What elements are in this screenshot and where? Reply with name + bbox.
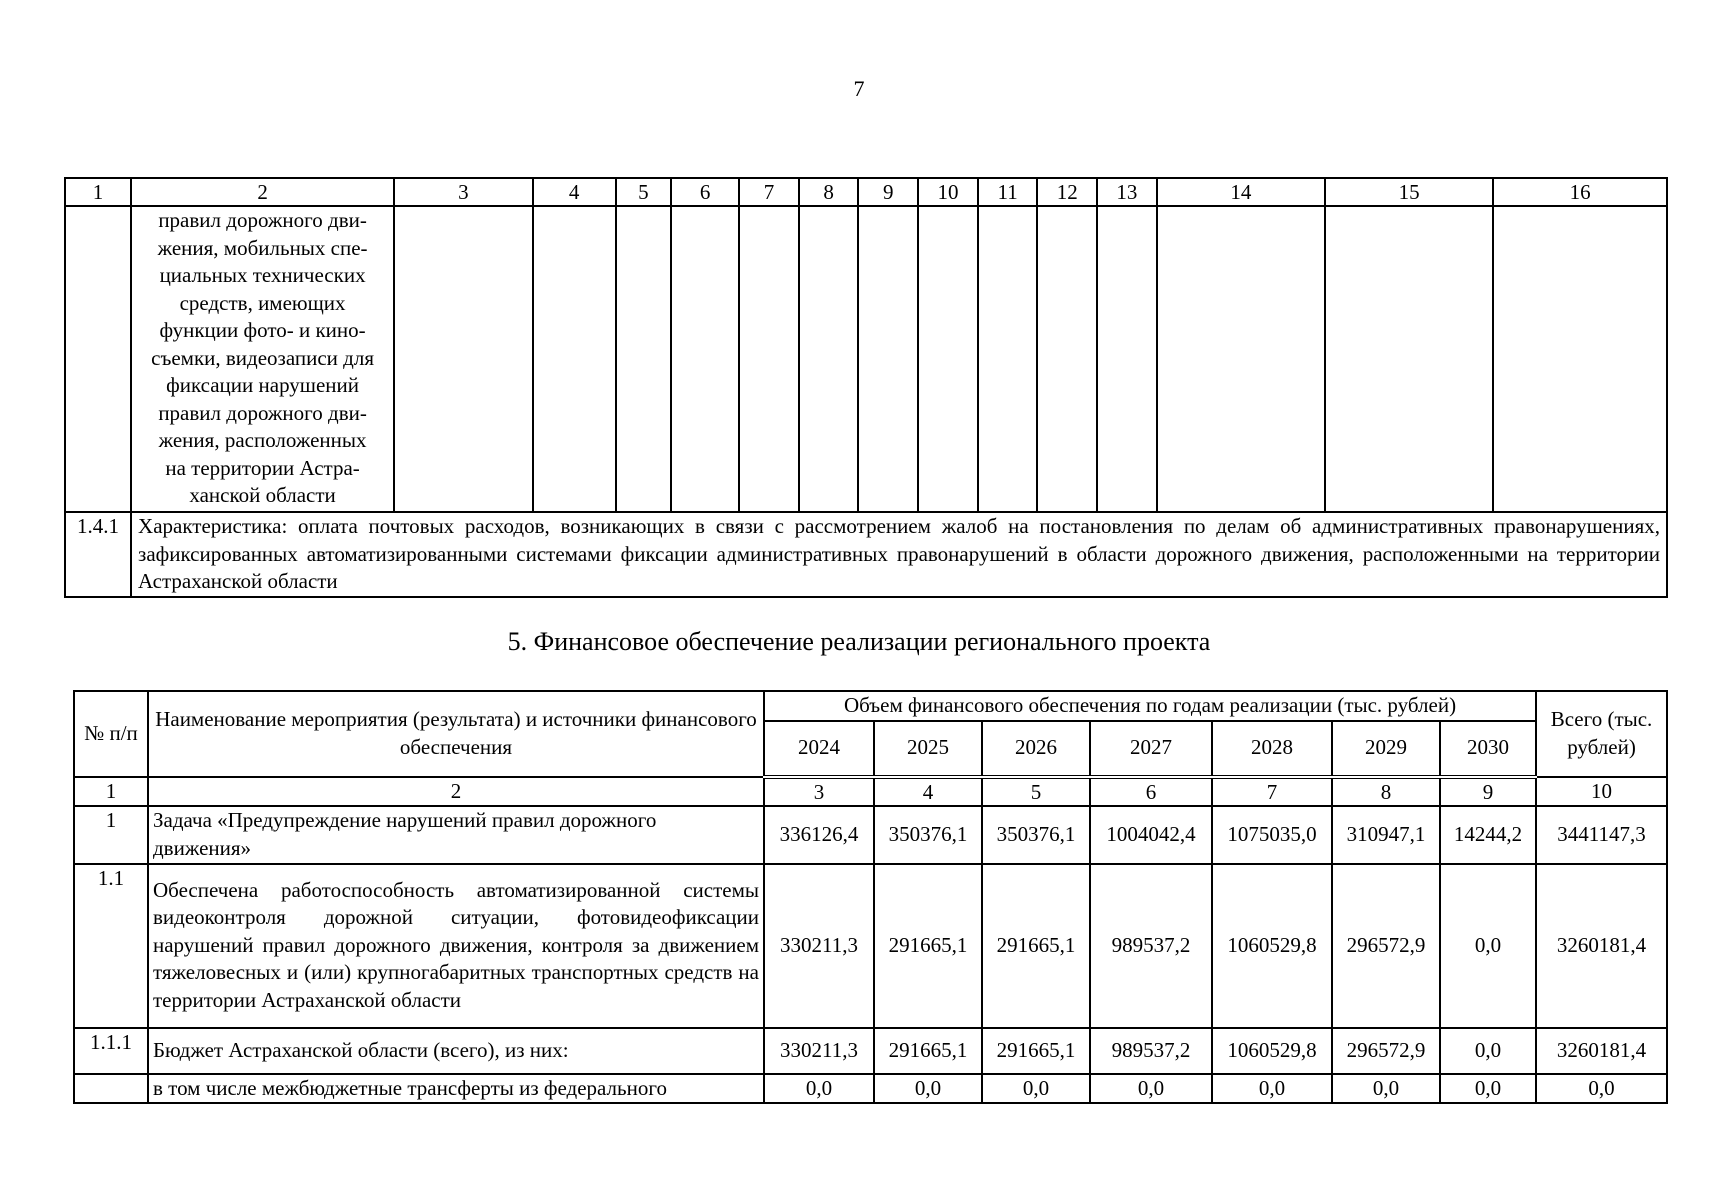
header-number: № п/п	[74, 691, 148, 777]
section-title: 5. Финансовое обеспечение реализации регионального проекта	[507, 627, 1211, 656]
empty-cell	[918, 206, 978, 512]
header-name: Наименование мероприятия (результата) и источники финансового обеспечения	[148, 691, 764, 777]
table-row	[74, 1028, 1667, 1074]
column-number: 7	[1212, 777, 1332, 806]
description-line: циальных технических	[159, 263, 366, 287]
column-number: 4	[874, 777, 982, 806]
header-row-1	[74, 691, 1667, 721]
value-cell: 291665,1	[874, 1028, 982, 1074]
value-cell: 0,0	[1440, 1074, 1536, 1104]
column-number: 1	[74, 777, 148, 806]
column-number: 6	[1090, 777, 1212, 806]
value-cell: 0,0	[874, 1074, 982, 1104]
value-cell: 291665,1	[874, 864, 982, 1028]
description-line: на территории Астра-	[165, 455, 360, 480]
total-cell: 3260181,4	[1536, 864, 1667, 1028]
row-number: 1.1	[74, 864, 148, 1028]
column-number: 6	[671, 178, 739, 206]
column-number: 10	[1536, 777, 1667, 806]
total-cell: 3441147,3	[1536, 806, 1667, 864]
description-line: жения, расположенных	[158, 428, 367, 452]
row-name: Задача «Предупреждение нарушений правил дорожного движения»	[148, 806, 764, 864]
empty-cell	[799, 206, 859, 512]
column-number-row	[65, 178, 1667, 206]
empty-cell	[1325, 206, 1493, 512]
empty-cell	[65, 206, 131, 512]
value-cell: 14244,2	[1440, 806, 1536, 864]
value-cell: 1060529,8	[1212, 1028, 1332, 1074]
column-number: 9	[1440, 777, 1536, 806]
value-cell: 1004042,4	[1090, 806, 1212, 864]
empty-cell	[616, 206, 671, 512]
column-number: 3	[764, 777, 874, 806]
description-line: правил дорожного дви-	[158, 208, 367, 232]
row-name: Обеспечена работоспособность автоматизированной системы видеоконтроля дорожной ситуации, фотовидеофиксации нарушений правил дорожного движения, контроля за движением тяжеловесных и (или) крупногабаритных транспортных средств на территории Астраханской области	[148, 864, 764, 1028]
column-number: 14	[1157, 178, 1325, 206]
column-number: 5	[982, 777, 1090, 806]
column-number: 5	[616, 178, 671, 206]
empty-cell	[1037, 206, 1097, 512]
year-header: 2024	[764, 721, 874, 777]
empty-cell	[978, 206, 1038, 512]
description-line: жения, мобильных спе-	[157, 235, 368, 260]
column-number: 2	[148, 777, 764, 806]
value-cell: 350376,1	[982, 806, 1090, 864]
empty-cell	[533, 206, 616, 512]
description-line: функции фото- и кино-	[159, 318, 366, 342]
continued-description	[131, 206, 394, 512]
value-cell: 310947,1	[1332, 806, 1440, 864]
empty-cell	[1493, 206, 1667, 512]
column-number: 16	[1493, 178, 1667, 206]
description-line: съемки, видеозаписи для	[151, 345, 374, 370]
row-number	[74, 1074, 148, 1104]
value-cell: 296572,9	[1332, 864, 1440, 1028]
column-number: 15	[1325, 178, 1493, 206]
empty-cell	[1157, 206, 1325, 512]
column-number: 2	[131, 178, 394, 206]
column-number: 8	[1332, 777, 1440, 806]
year-header: 2027	[1090, 721, 1212, 777]
empty-cell	[858, 206, 918, 512]
table-row	[74, 864, 1667, 1028]
column-number: 7	[739, 178, 799, 206]
empty-cell	[394, 206, 532, 512]
value-cell: 0,0	[1440, 864, 1536, 1028]
value-cell: 0,0	[764, 1074, 874, 1104]
column-number-row	[74, 777, 1667, 806]
year-header: 2025	[874, 721, 982, 777]
column-number: 11	[978, 178, 1038, 206]
column-number: 12	[1037, 178, 1097, 206]
column-number: 1	[65, 178, 131, 206]
description-line: фиксации нарушений	[166, 373, 360, 397]
value-cell: 330211,3	[764, 864, 874, 1028]
description-line: средств, имеющих	[179, 290, 346, 315]
value-cell: 0,0	[1212, 1074, 1332, 1104]
header-volume: Объем финансового обеспечения по годам реализации (тыс. рублей)	[764, 691, 1536, 721]
row-number: 1	[74, 806, 148, 864]
value-cell: 330211,3	[764, 1028, 874, 1074]
header-total: Всего (тыс. рублей)	[1536, 691, 1667, 777]
description-line: правил дорожного дви-	[158, 400, 367, 425]
value-cell: 291665,1	[982, 1028, 1090, 1074]
financing-table	[73, 690, 1668, 1104]
column-number: 13	[1097, 178, 1157, 206]
column-number: 9	[858, 178, 918, 206]
empty-cell	[1097, 206, 1157, 512]
column-number: 10	[918, 178, 978, 206]
value-cell: 336126,4	[764, 806, 874, 864]
value-cell: 296572,9	[1332, 1028, 1440, 1074]
value-cell: 291665,1	[982, 864, 1090, 1028]
value-cell: 0,0	[1332, 1074, 1440, 1104]
value-cell: 0,0	[1440, 1028, 1536, 1074]
description-line: ханской области	[189, 483, 336, 507]
year-header: 2029	[1332, 721, 1440, 777]
table-row	[74, 1074, 1667, 1104]
continued-row	[65, 206, 1667, 512]
row-name: Бюджет Астраханской области (всего), из них:	[148, 1028, 764, 1074]
page-number: 7	[853, 76, 865, 101]
column-number: 3	[394, 178, 532, 206]
value-cell: 0,0	[1090, 1074, 1212, 1104]
value-cell: 350376,1	[874, 806, 982, 864]
value-cell: 1060529,8	[1212, 864, 1332, 1028]
total-cell: 0,0	[1536, 1074, 1667, 1104]
year-header: 2026	[982, 721, 1090, 777]
row-number: 1.4.1	[65, 512, 131, 597]
value-cell: 1075035,0	[1212, 806, 1332, 864]
empty-cell	[739, 206, 799, 512]
empty-cell	[671, 206, 739, 512]
year-header: 2028	[1212, 721, 1332, 777]
value-cell: 989537,2	[1090, 1028, 1212, 1074]
row-name: в том числе межбюджетные трансферты из федерального	[148, 1074, 764, 1104]
characteristic-text: Характеристика: оплата почтовых расходов, возникающих в связи с рассмотрением жалоб на постановления по делам об административных правонарушениях, зафиксированных автоматизированными системами фиксации административных правонарушений в области дорожного движения, расположенными на территории Астраханской области	[131, 512, 1667, 597]
value-cell: 989537,2	[1090, 864, 1212, 1028]
results-table-continuation	[64, 177, 1668, 598]
total-cell: 3260181,4	[1536, 1028, 1667, 1074]
column-number: 4	[533, 178, 616, 206]
table-row	[74, 806, 1667, 864]
characteristic-row	[65, 512, 1667, 597]
row-number: 1.1.1	[74, 1028, 148, 1074]
year-header: 2030	[1440, 721, 1536, 777]
column-number: 8	[799, 178, 859, 206]
value-cell: 0,0	[982, 1074, 1090, 1104]
